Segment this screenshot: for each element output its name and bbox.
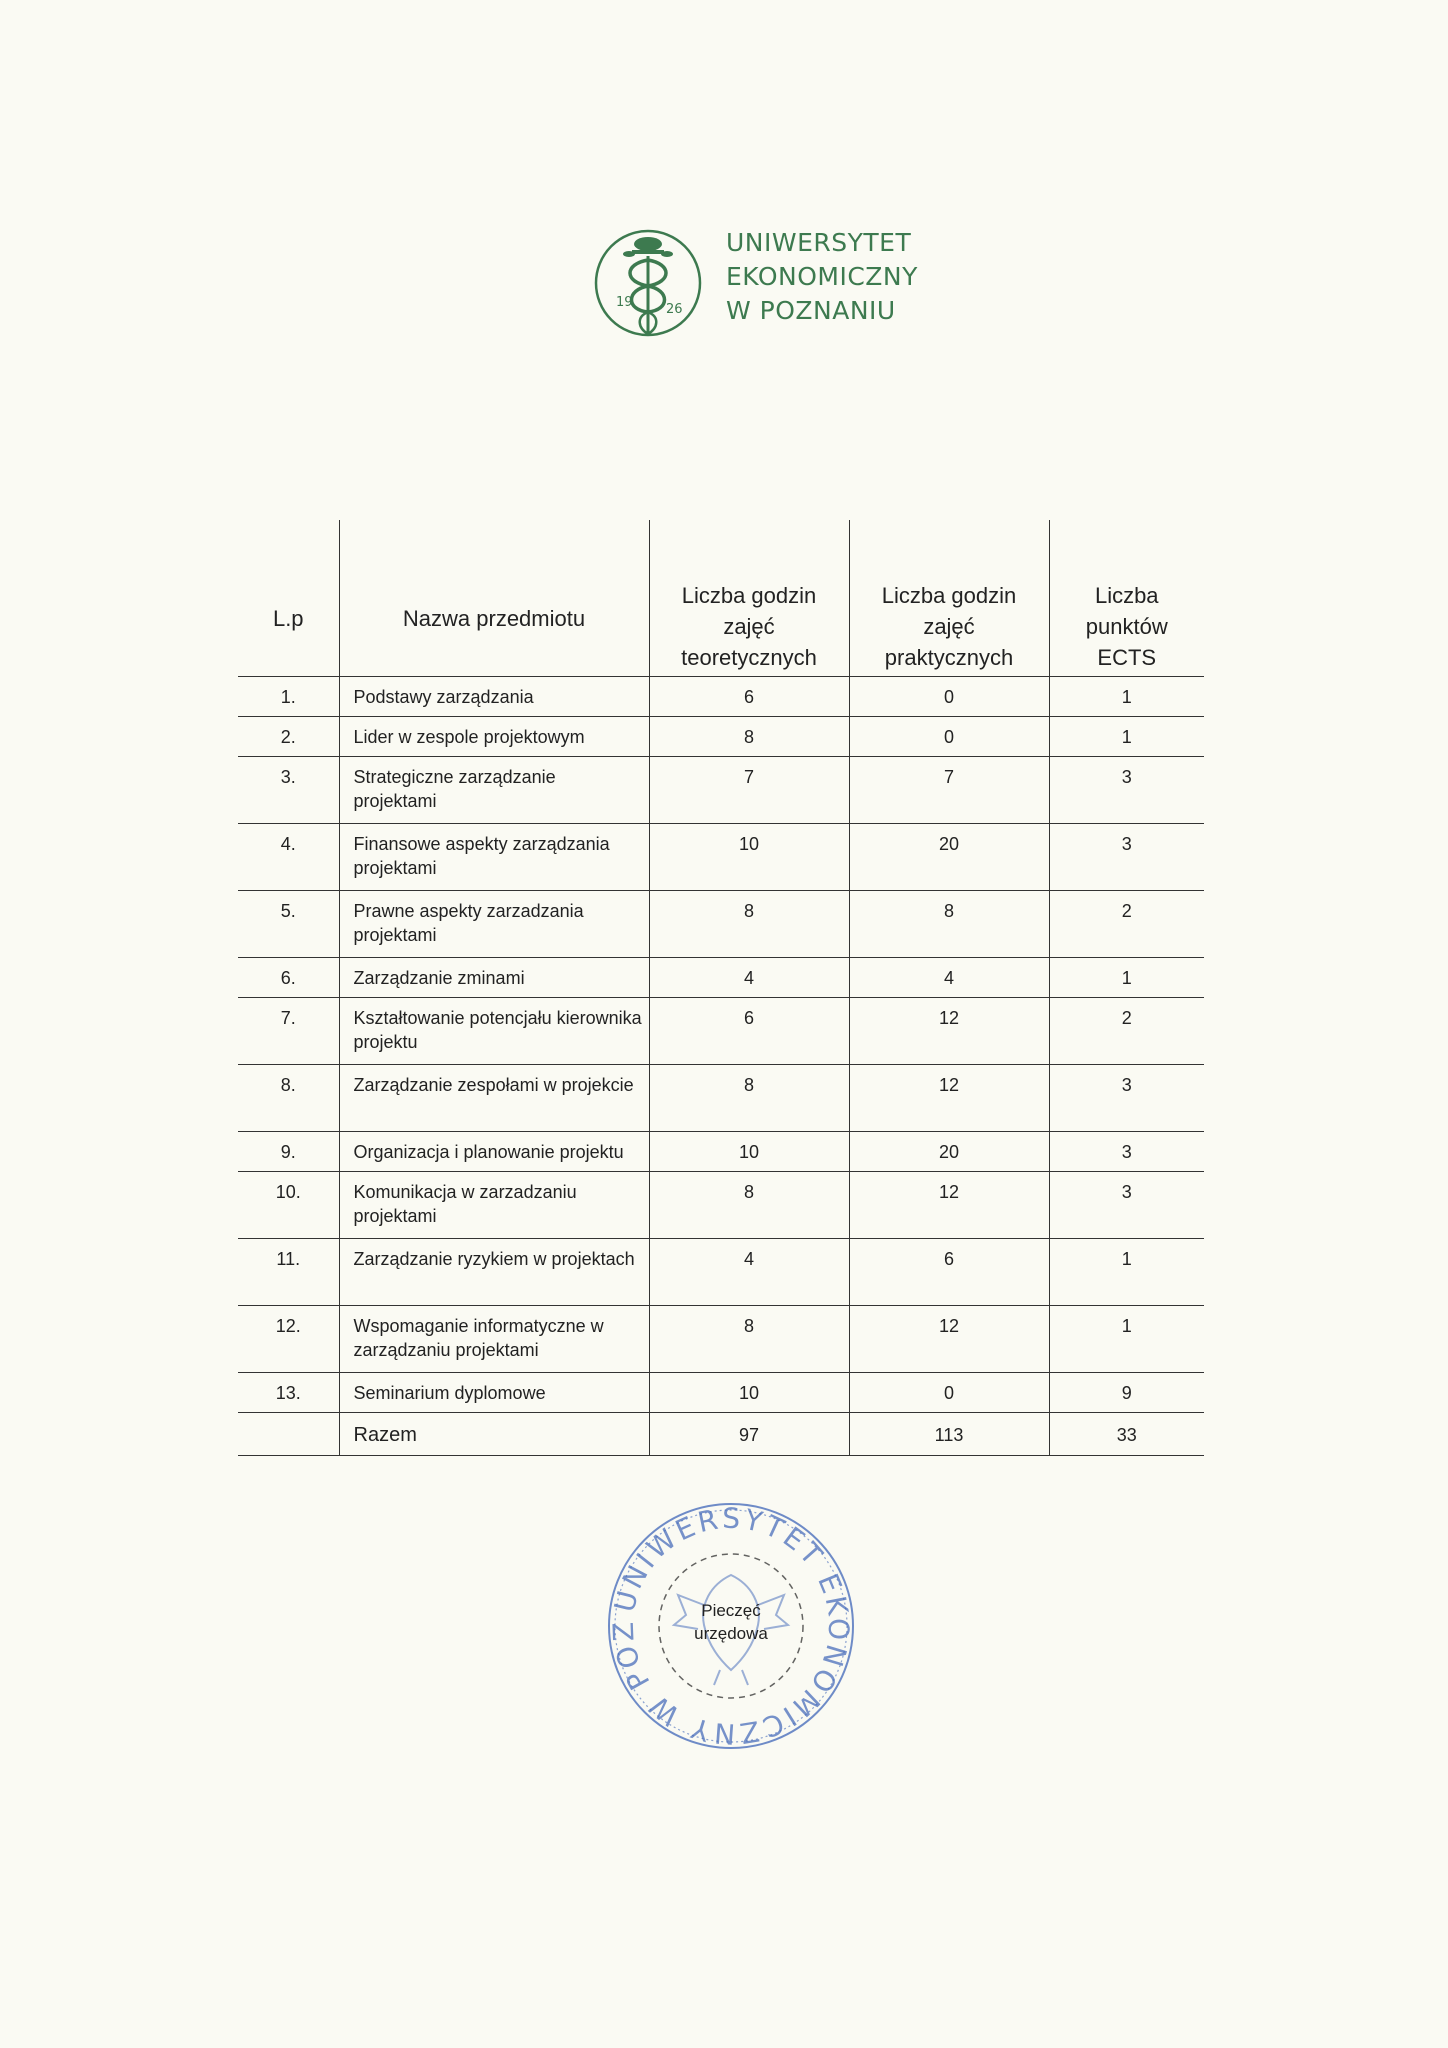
row-practice-hours: 12	[849, 1172, 1049, 1239]
row-subject-name: Finansowe aspekty zarządzania projektami	[339, 824, 649, 891]
row-lp: 10.	[238, 1172, 339, 1239]
logo-year-left: 19	[616, 295, 633, 310]
row-ects: 9	[1049, 1373, 1204, 1413]
row-ects: 3	[1049, 757, 1204, 824]
row-practice-hours: 0	[849, 677, 1049, 717]
header-ects-line-3: ECTS	[1097, 645, 1157, 670]
row-lp: 6.	[238, 958, 339, 998]
row-subject-name: Podstawy zarządzania	[339, 677, 649, 717]
row-practice-hours: 7	[849, 757, 1049, 824]
university-name-line-3: W POZNANIU	[726, 296, 896, 325]
row-subject-name: Prawne aspekty zarzadzania projektami	[339, 891, 649, 958]
table-row	[238, 998, 1204, 1065]
row-theory-hours: 10	[649, 1132, 849, 1172]
header-theory-line-1: Liczba godzin	[681, 583, 817, 608]
stamp-label	[600, 1599, 862, 1645]
row-subject-name: Komunikacja w zarzadzaniu projektami	[339, 1172, 649, 1239]
total-row	[238, 1413, 1204, 1456]
row-theory-hours: 8	[649, 1306, 849, 1373]
table-row	[238, 1306, 1204, 1373]
row-theory-hours: 8	[649, 1172, 849, 1239]
header-theory-line-2: zajęć	[723, 614, 775, 639]
table-row	[238, 958, 1204, 998]
stamp-ring-text: UNIWERSYTET EKONOMICZNY W POZ	[606, 1501, 856, 1751]
row-practice-hours: 12	[849, 998, 1049, 1065]
row-practice-hours: 20	[849, 1132, 1049, 1172]
table-row	[238, 1172, 1204, 1239]
row-theory-hours: 8	[649, 891, 849, 958]
row-subject-name: Seminarium dyplomowe	[339, 1373, 649, 1413]
row-ects: 1	[1049, 1239, 1204, 1306]
row-subject-name: Zarządzanie zminami	[339, 958, 649, 998]
row-subject-name: Lider w zespole projektowym	[339, 717, 649, 757]
row-practice-hours: 6	[849, 1239, 1049, 1306]
header-practice-line-3: praktycznych	[884, 645, 1014, 670]
total-theory-hours: 97	[649, 1413, 849, 1456]
row-theory-hours: 4	[649, 958, 849, 998]
table-row	[238, 1239, 1204, 1306]
table-header-row	[238, 520, 1204, 677]
header-theory-hours	[649, 520, 849, 677]
row-lp: 13.	[238, 1373, 339, 1413]
row-ects: 2	[1049, 998, 1204, 1065]
table-row	[238, 757, 1204, 824]
row-subject-name: Zarządzanie zespołami w projekcie	[339, 1065, 649, 1132]
row-lp: 12.	[238, 1306, 339, 1373]
row-ects: 1	[1049, 1306, 1204, 1373]
row-practice-hours: 4	[849, 958, 1049, 998]
logo-year-right: 26	[666, 302, 683, 317]
table-row	[238, 677, 1204, 717]
row-subject-name: Kształtowanie potencjału kierownika projektu	[339, 998, 649, 1065]
total-ects: 33	[1049, 1413, 1204, 1456]
row-theory-hours: 6	[649, 677, 849, 717]
row-practice-hours: 8	[849, 891, 1049, 958]
row-practice-hours: 0	[849, 717, 1049, 757]
table-row	[238, 1373, 1204, 1413]
table-row	[238, 824, 1204, 891]
row-ects: 1	[1049, 717, 1204, 757]
row-lp: 8.	[238, 1065, 339, 1132]
row-theory-hours: 8	[649, 717, 849, 757]
row-practice-hours: 0	[849, 1373, 1049, 1413]
row-lp: 1.	[238, 677, 339, 717]
row-theory-hours: 6	[649, 998, 849, 1065]
stamp-label-line-2: urzędowa	[694, 1624, 768, 1643]
university-logo	[588, 222, 918, 348]
row-subject-name: Zarządzanie ryzykiem w projektach	[339, 1239, 649, 1306]
header-practice-line-2: zajęć	[923, 614, 975, 639]
header-ects	[1049, 520, 1204, 677]
university-name-line-1: UNIWERSYTET	[726, 228, 912, 257]
courses-table	[238, 520, 1204, 1456]
row-lp: 9.	[238, 1132, 339, 1172]
row-theory-hours: 10	[649, 1373, 849, 1413]
university-name	[726, 226, 918, 328]
row-lp: 4.	[238, 824, 339, 891]
row-subject-name: Strategiczne zarządzanie projektami	[339, 757, 649, 824]
row-theory-hours: 8	[649, 1065, 849, 1132]
header-ects-line-1: Liczba	[1094, 583, 1159, 608]
row-theory-hours: 10	[649, 824, 849, 891]
row-lp: 3.	[238, 757, 339, 824]
caduceus-emblem-icon	[588, 222, 718, 348]
table-row	[238, 891, 1204, 958]
row-ects: 3	[1049, 1065, 1204, 1132]
table-row	[238, 717, 1204, 757]
row-practice-hours: 20	[849, 824, 1049, 891]
row-subject-name: Organizacja i planowanie projektu	[339, 1132, 649, 1172]
table-row	[238, 1065, 1204, 1132]
row-lp: 2.	[238, 717, 339, 757]
header-practice-hours	[849, 520, 1049, 677]
total-practice-hours: 113	[849, 1413, 1049, 1456]
row-lp: 7.	[238, 998, 339, 1065]
official-stamp	[600, 1495, 862, 1757]
row-theory-hours: 7	[649, 757, 849, 824]
header-ects-line-2: punktów	[1085, 614, 1168, 639]
row-ects: 3	[1049, 1172, 1204, 1239]
table-row	[238, 1132, 1204, 1172]
row-practice-hours: 12	[849, 1065, 1049, 1132]
row-ects: 2	[1049, 891, 1204, 958]
row-ects: 3	[1049, 1132, 1204, 1172]
row-ects: 3	[1049, 824, 1204, 891]
row-practice-hours: 12	[849, 1306, 1049, 1373]
stamp-label-line-1: Pieczęć	[701, 1601, 761, 1620]
row-theory-hours: 4	[649, 1239, 849, 1306]
row-ects: 1	[1049, 677, 1204, 717]
header-practice-line-1: Liczba godzin	[881, 583, 1017, 608]
row-lp: 5.	[238, 891, 339, 958]
row-ects: 1	[1049, 958, 1204, 998]
header-lp: L.p	[238, 520, 339, 677]
university-name-line-2: EKONOMICZNY	[726, 262, 918, 291]
header-theory-line-3: teoretycznych	[681, 645, 817, 670]
header-subject-name: Nazwa przedmiotu	[339, 520, 649, 677]
row-subject-name: Wspomaganie informatyczne w zarządzaniu projektami	[339, 1306, 649, 1373]
total-label: Razem	[339, 1413, 649, 1456]
total-lp-empty	[238, 1413, 339, 1456]
row-lp: 11.	[238, 1239, 339, 1306]
